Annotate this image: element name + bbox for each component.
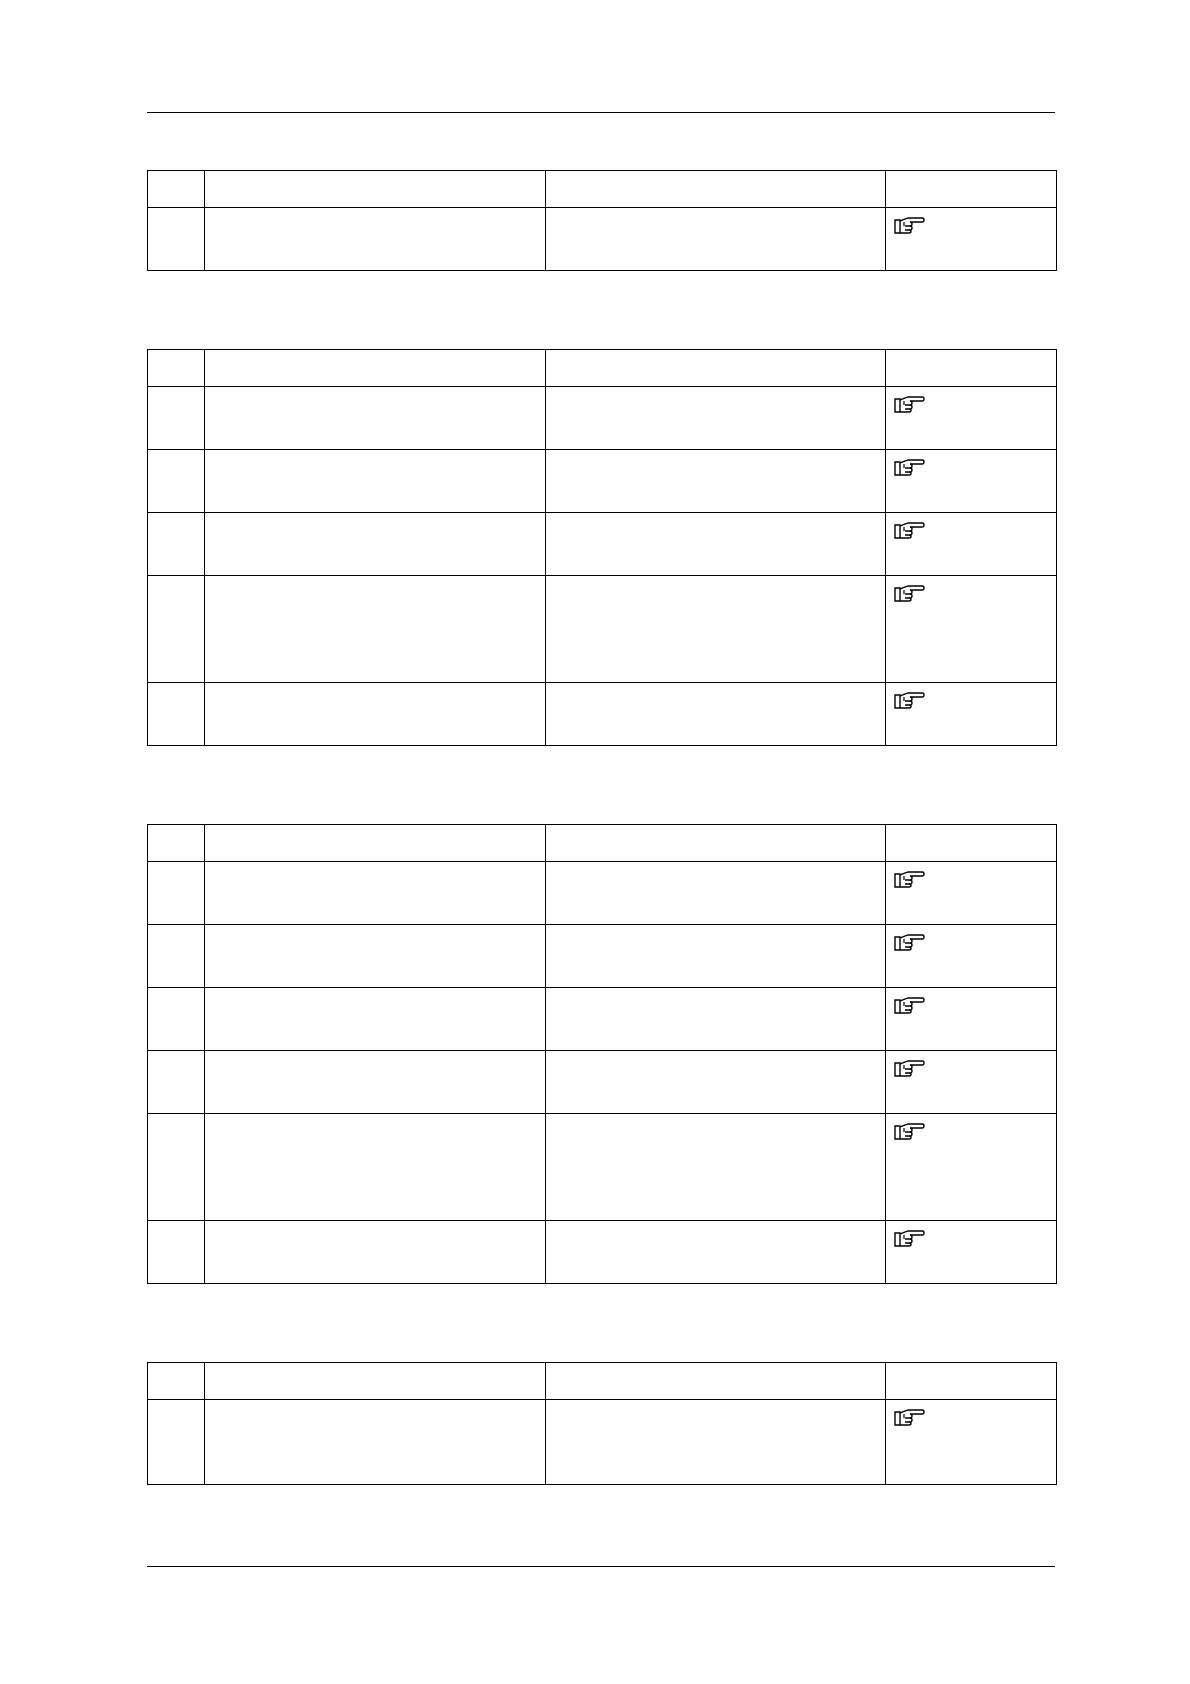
table-row <box>148 1400 1057 1485</box>
item-cell <box>205 862 546 925</box>
header-description-cell <box>546 171 886 208</box>
item-cell <box>205 1221 546 1284</box>
reference-cell <box>886 387 1057 450</box>
table-header-row <box>148 1363 1057 1400</box>
description-cell <box>546 1221 886 1284</box>
header-no-cell <box>148 825 205 862</box>
footer-rule <box>147 1566 1055 1567</box>
reference-cell <box>886 576 1057 683</box>
no-cell <box>148 925 205 988</box>
description-cell <box>546 1114 886 1221</box>
description-cell <box>546 208 886 271</box>
header-item-cell <box>205 171 546 208</box>
reference-cell <box>886 925 1057 988</box>
header-item-cell <box>205 1363 546 1400</box>
table-row <box>148 513 1057 576</box>
description-cell <box>546 1400 886 1485</box>
header-description-cell <box>546 825 886 862</box>
reference-cell <box>886 862 1057 925</box>
description-cell <box>546 450 886 513</box>
description-cell <box>546 683 886 746</box>
description-cell <box>546 925 886 988</box>
table-header-row <box>148 171 1057 208</box>
no-cell <box>148 1114 205 1221</box>
item-cell <box>205 1400 546 1485</box>
no-cell <box>148 1400 205 1485</box>
reference-cell <box>886 988 1057 1051</box>
no-cell <box>148 862 205 925</box>
no-cell <box>148 208 205 271</box>
table-row <box>148 1051 1057 1114</box>
pointing-hand-icon[interactable] <box>893 1122 925 1142</box>
table-row <box>148 576 1057 683</box>
header-rule <box>147 112 1055 113</box>
no-cell <box>148 576 205 683</box>
pointing-hand-icon[interactable] <box>893 395 925 415</box>
no-cell <box>148 683 205 746</box>
item-cell <box>205 1051 546 1114</box>
table-row <box>148 862 1057 925</box>
table-row <box>148 450 1057 513</box>
reference-cell <box>886 683 1057 746</box>
reference-cell <box>886 1051 1057 1114</box>
item-cell <box>205 208 546 271</box>
pointing-hand-icon[interactable] <box>893 996 925 1016</box>
pointing-hand-icon[interactable] <box>893 691 925 711</box>
item-cell <box>205 450 546 513</box>
header-description-cell <box>546 1363 886 1400</box>
pointing-hand-icon[interactable] <box>893 1408 925 1428</box>
no-cell <box>148 450 205 513</box>
table-4 <box>147 1362 1057 1485</box>
item-cell <box>205 683 546 746</box>
item-cell <box>205 925 546 988</box>
item-cell <box>205 576 546 683</box>
pointing-hand-icon[interactable] <box>893 1059 925 1079</box>
description-cell <box>546 862 886 925</box>
description-cell <box>546 988 886 1051</box>
pointing-hand-icon[interactable] <box>893 870 925 890</box>
header-item-cell <box>205 825 546 862</box>
header-reference-cell <box>886 171 1057 208</box>
header-no-cell <box>148 350 205 387</box>
table-row <box>148 988 1057 1051</box>
table-1 <box>147 170 1057 271</box>
description-cell <box>546 1051 886 1114</box>
no-cell <box>148 1221 205 1284</box>
no-cell <box>148 1051 205 1114</box>
header-description-cell <box>546 350 886 387</box>
reference-cell <box>886 1221 1057 1284</box>
item-cell <box>205 1114 546 1221</box>
reference-cell <box>886 1400 1057 1485</box>
pointing-hand-icon[interactable] <box>893 933 925 953</box>
item-cell <box>205 988 546 1051</box>
table-row <box>148 683 1057 746</box>
item-cell <box>205 387 546 450</box>
no-cell <box>148 988 205 1051</box>
header-no-cell <box>148 171 205 208</box>
reference-cell <box>886 208 1057 271</box>
reference-cell <box>886 513 1057 576</box>
description-cell <box>546 387 886 450</box>
pointing-hand-icon[interactable] <box>893 584 925 604</box>
item-cell <box>205 513 546 576</box>
pointing-hand-icon[interactable] <box>893 458 925 478</box>
table-row <box>148 208 1057 271</box>
table-header-row <box>148 825 1057 862</box>
description-cell <box>546 576 886 683</box>
table-row <box>148 925 1057 988</box>
pointing-hand-icon[interactable] <box>893 216 925 236</box>
reference-cell <box>886 450 1057 513</box>
header-no-cell <box>148 1363 205 1400</box>
header-reference-cell <box>886 1363 1057 1400</box>
table-header-row <box>148 350 1057 387</box>
pointing-hand-icon[interactable] <box>893 1229 925 1249</box>
no-cell <box>148 387 205 450</box>
table-2 <box>147 349 1057 746</box>
table-row <box>148 1114 1057 1221</box>
header-reference-cell <box>886 825 1057 862</box>
table-3 <box>147 824 1057 1284</box>
no-cell <box>148 513 205 576</box>
table-row <box>148 387 1057 450</box>
description-cell <box>546 513 886 576</box>
header-reference-cell <box>886 350 1057 387</box>
pointing-hand-icon[interactable] <box>893 521 925 541</box>
table-row <box>148 1221 1057 1284</box>
reference-cell <box>886 1114 1057 1221</box>
header-item-cell <box>205 350 546 387</box>
